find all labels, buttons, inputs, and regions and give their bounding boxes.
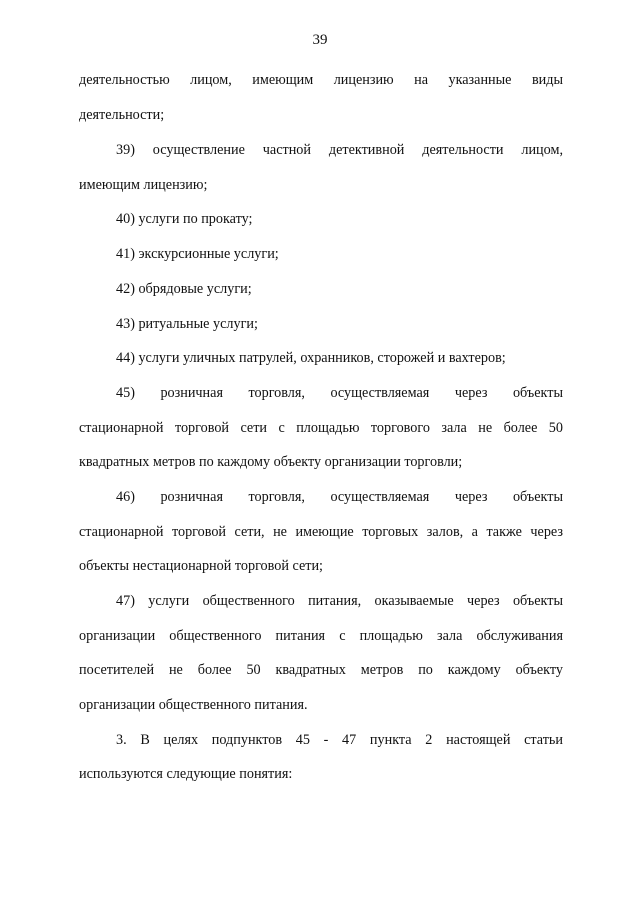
text-line: стационарной торговой сети с площадью торгового зала не более 50 [79, 420, 563, 436]
text-line: используются следующие понятия: [79, 766, 293, 782]
text-line: деятельности; [79, 107, 165, 123]
list-item-39: 39) осуществление частной детективной деятельности лицом, [116, 142, 563, 158]
text-line: посетителей не более 50 квадратных метров по каждому объекту [79, 662, 563, 678]
text-line: деятельностью лицом, имеющим лицензию на указанные виды [79, 72, 563, 88]
list-item-45: 45) розничная торговля, осуществляемая через объекты [116, 385, 563, 401]
list-item-47: 47) услуги общественного питания, оказываемые через объекты [116, 593, 563, 609]
text-line: стационарной торговой сети, не имеющие торговых залов, а также через [79, 524, 563, 540]
list-item-46: 46) розничная торговля, осуществляемая через объекты [116, 489, 563, 505]
paragraph-3: 3. В целях подпунктов 45 - 47 пункта 2 настоящей статьи [116, 732, 563, 748]
page-number: 39 [312, 32, 328, 48]
text-line: организации общественного питания. [79, 697, 308, 713]
list-item-40: 40) услуги по прокату; [116, 211, 253, 227]
list-item-42: 42) обрядовые услуги; [116, 281, 252, 297]
text-line: квадратных метров по каждому объекту организации торговли; [79, 454, 463, 470]
list-item-44: 44) услуги уличных патрулей, охранников, сторожей и вахтеров; [116, 350, 506, 366]
list-item-43: 43) ритуальные услуги; [116, 316, 258, 332]
text-line: организации общественного питания с площадью зала обслуживания [79, 628, 563, 644]
text-line: имеющим лицензию; [79, 177, 208, 193]
text-line: объекты нестационарной торговой сети; [79, 558, 323, 574]
list-item-41: 41) экскурсионные услуги; [116, 246, 279, 262]
